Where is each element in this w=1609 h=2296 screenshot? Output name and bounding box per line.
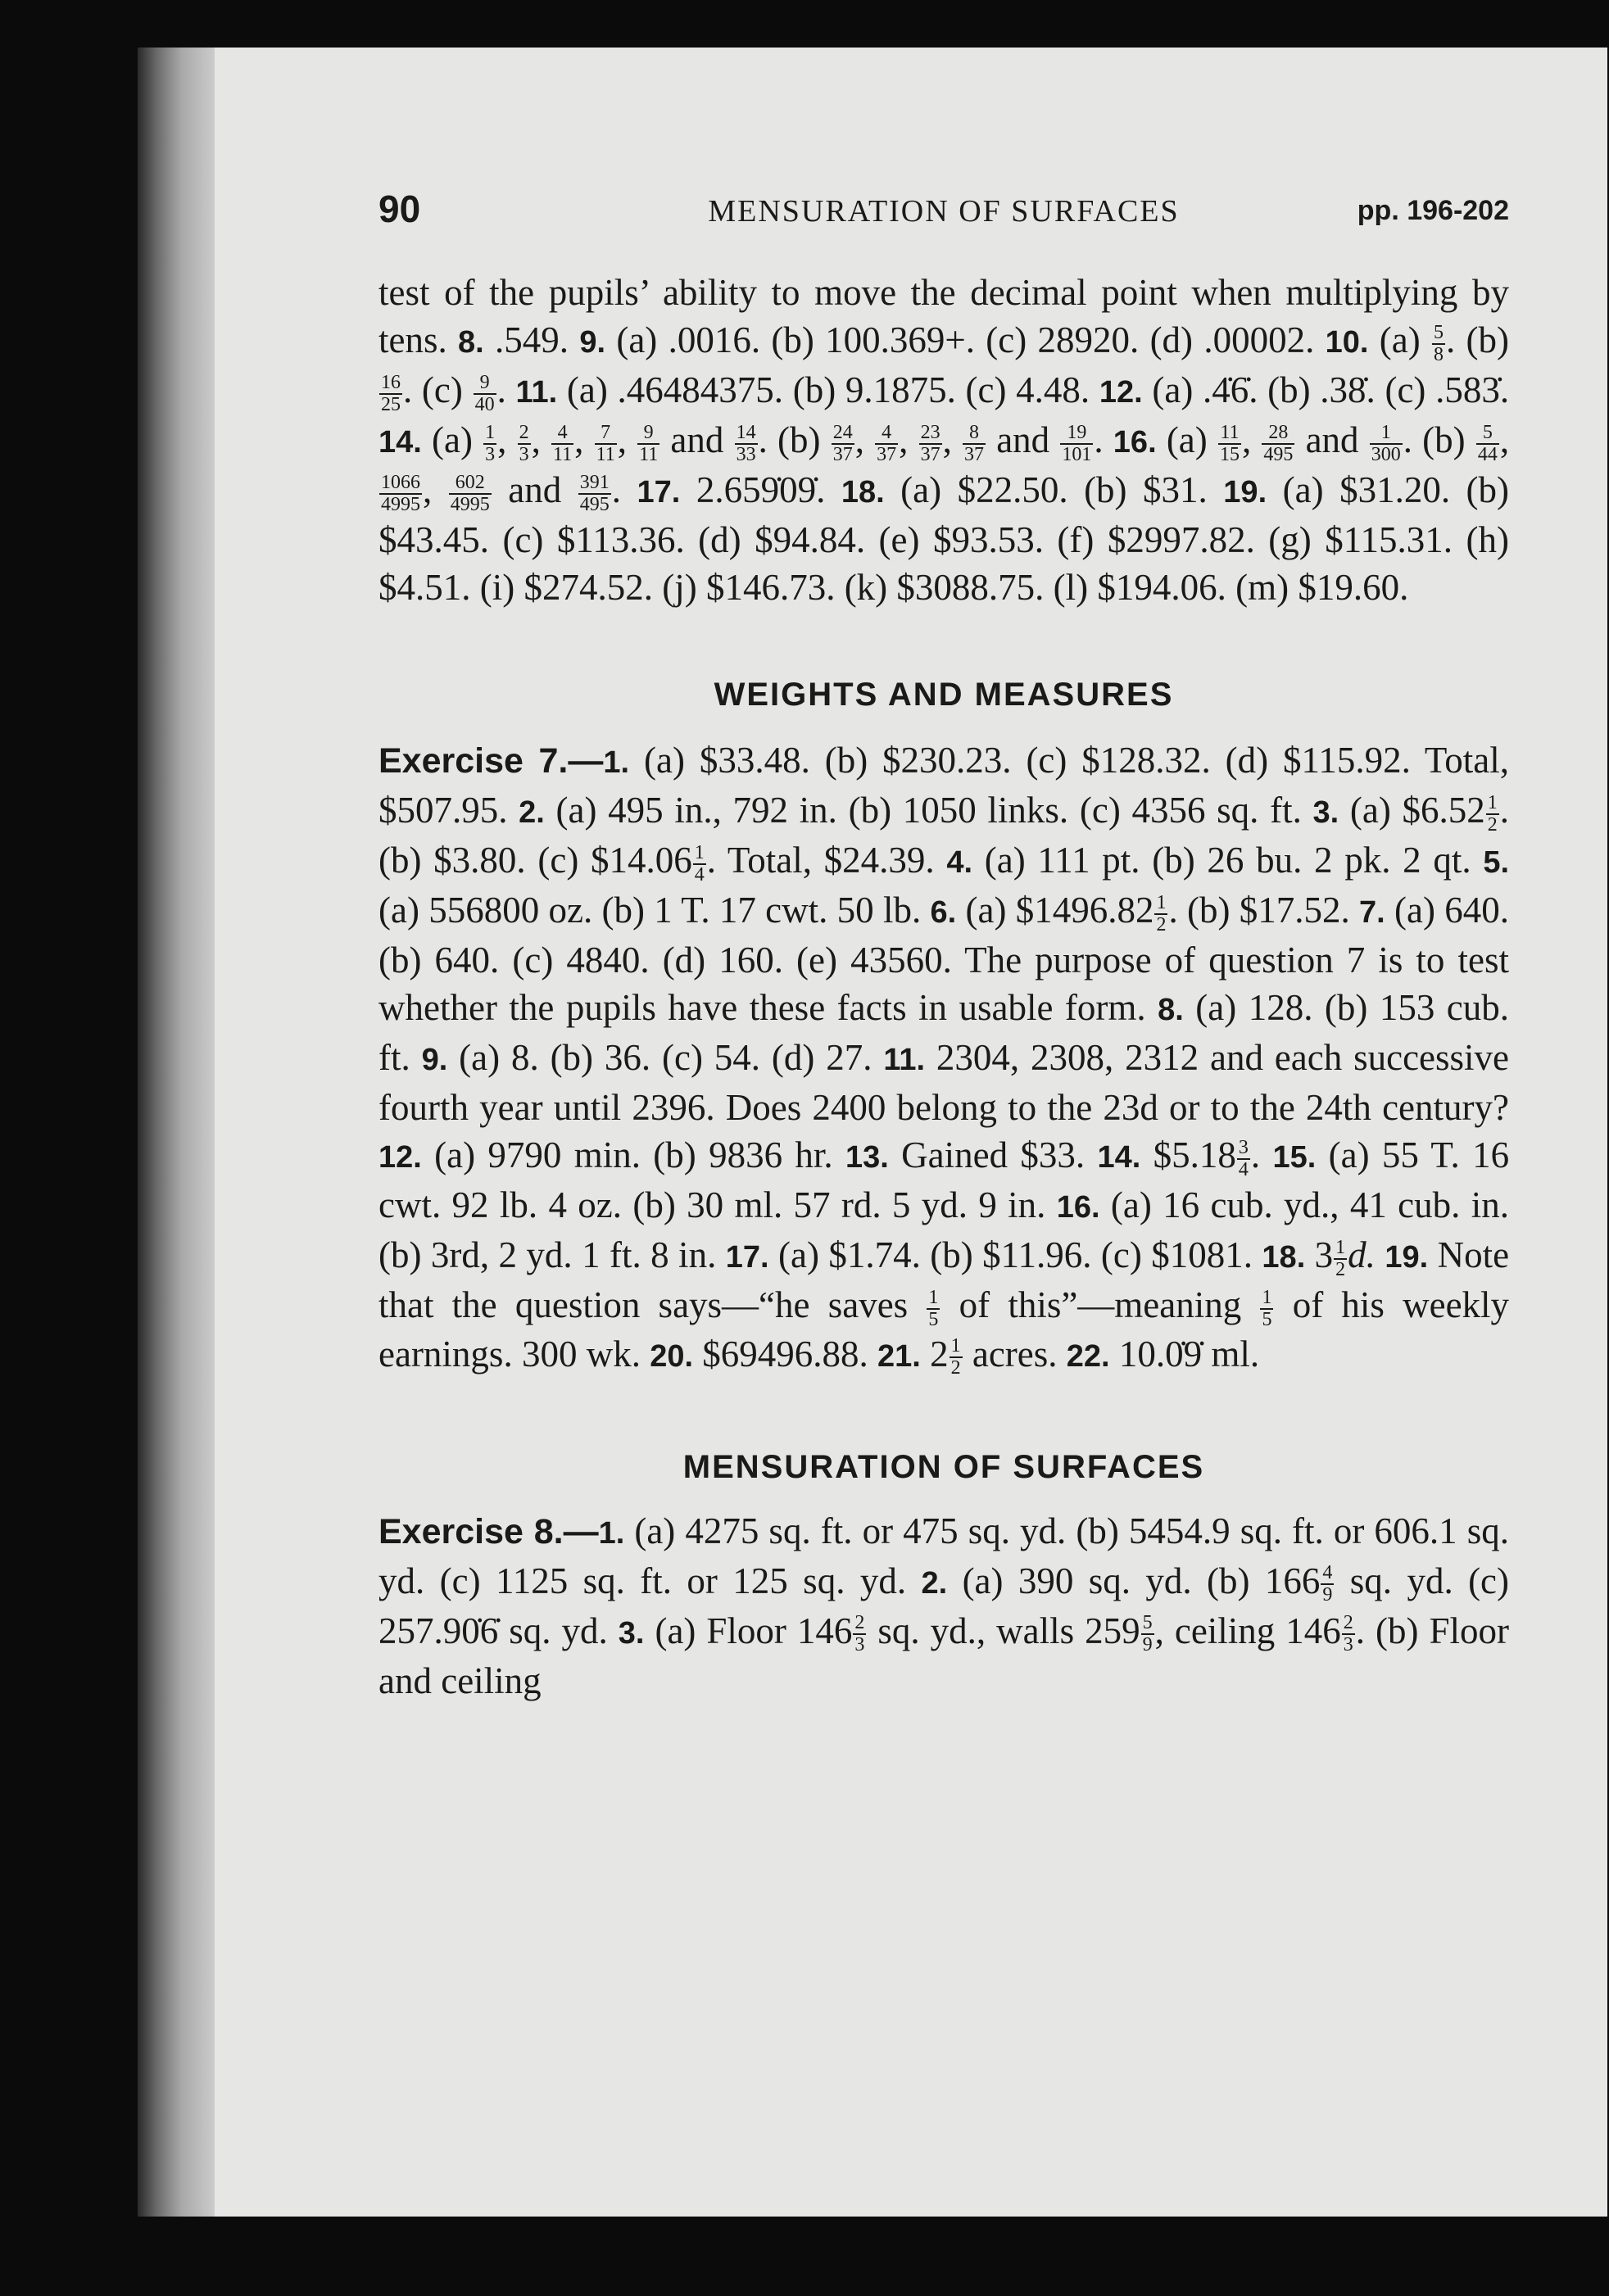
answer-number: 12. [1099, 375, 1143, 410]
answer-number: 12. [378, 1140, 422, 1175]
answer-number: 3. [618, 1615, 645, 1651]
text-run: 2 [930, 1333, 949, 1374]
text-run: (a) [1166, 419, 1208, 460]
answer-number: 13. [845, 1140, 889, 1175]
fraction: $\frac{3}{4}$ [1238, 1136, 1249, 1180]
text-run: Gained $33. [901, 1134, 1086, 1175]
answer-number: 1. [603, 745, 630, 780]
text-run: (a) 8. (b) 36. (c) 54. (d) 27. [459, 1037, 872, 1078]
answer-number: 10. [1325, 325, 1369, 360]
text-run: (a) 640. (b) 640. (c) 4840. (d) 160. (e) 43560. The purpose of question 7 is to test whether the pupils have these facts in usable form. [378, 890, 1509, 1028]
text-run: Note that the question says—“he saves [378, 1234, 1510, 1325]
text-run: , [1499, 419, 1510, 460]
fraction: $\frac{8}{37}$ [964, 421, 984, 465]
text-run: (a) .0016. (b) 100.369+. (c) 28920. (d) .00002. [616, 319, 1315, 360]
text-run: . (b) [758, 419, 821, 460]
fraction: $\frac{2}{3}$ [519, 421, 529, 465]
text-run: 3 [1314, 1234, 1334, 1275]
text-run: , [617, 419, 627, 460]
text-run: of his weekly earnings. 300 wk. [378, 1284, 1510, 1374]
text-run: , [854, 419, 864, 460]
section-heading-mensuration-of-surfaces: MENSURATION OF SURFACES [682, 1448, 1205, 1485]
text-run: $5.18 [1153, 1134, 1236, 1175]
text-run: (a) 495 in., 792 in. (b) 1050 links. (c) 4356 sq. ft. [555, 790, 1302, 831]
fraction: $\frac{11}{15}$ [1219, 421, 1240, 465]
answer-number: 19. [1385, 1240, 1429, 1275]
text-run: . Total, $24.39. [706, 840, 935, 881]
fraction: $\frac{19}{101}$ [1062, 421, 1092, 465]
text-run: sq. yd. (c) 257.90̇6̇ sq. yd. [378, 1560, 1510, 1651]
text-run: . [611, 469, 621, 510]
fraction: $\frac{7}{11}$ [596, 421, 615, 465]
answer-number: 2. [921, 1565, 948, 1601]
answer-number: 7. [1359, 895, 1385, 930]
text-run: . (b) Floor and ceiling [378, 1610, 1510, 1701]
text-run: (a) $1496.82 [965, 890, 1154, 931]
text-run: .549. [495, 319, 569, 360]
fraction: $\frac{2}{3}$ [854, 1612, 865, 1656]
text-run: (a) 111 pt. (b) 26 bu. 2 pk. 2 qt. [984, 840, 1471, 881]
text-run: (a) Floor 146 [655, 1610, 853, 1651]
exercise-8-paragraph [378, 1507, 1509, 1705]
text-run: (a) 4275 sq. ft. or 475 sq. yd. (b) 5454.9 sq. ft. or 606.1 sq. yd. (c) 1125 sq. ft. or 125 sq. yd. [378, 1510, 1509, 1601]
text-run: , [899, 419, 909, 460]
answer-number: 9. [579, 325, 606, 360]
page-number: 90 [378, 188, 421, 230]
fraction: $\frac{1}{2}$ [1156, 891, 1167, 935]
answer-number: 4. [946, 845, 973, 880]
book-page [215, 48, 1607, 2217]
answer-number: 11. [883, 1043, 926, 1077]
fraction: $\frac{5}{44}$ [1477, 421, 1498, 465]
answer-number: 17. [725, 1240, 769, 1275]
text-run: of this”—meaning [959, 1284, 1242, 1325]
fraction: $\frac{14}{33}$ [736, 421, 756, 465]
text-run: . (b) [1446, 319, 1510, 360]
text-run: (a) $33.48. (b) $230.23. (c) $128.32. (d) $115.92. Total, $507.95. [378, 740, 1510, 831]
text-run: and [508, 469, 562, 510]
page-range: pp. 196-202 [1357, 195, 1509, 226]
answer-number: 3. [1312, 795, 1339, 830]
text-run: , [497, 419, 507, 460]
text-run: and [996, 419, 1050, 460]
fraction: $\frac{16}{25}$ [381, 371, 401, 415]
fraction: $\frac{4}{9}$ [1322, 1562, 1333, 1606]
text-run: (a) 390 sq. yd. (b) 166 [962, 1560, 1321, 1601]
text-run: (a) [432, 419, 473, 460]
text-run: (a) $22.50. (b) $31. [900, 469, 1208, 510]
text-run: (a) $31.20. (b) $43.45. (c) $113.36. (d) $94.84. (e) $93.53. (f) $2997.82. (g) $115.31. (h) $4.51. (i) $274.52. (j) $146.73. (k) $3088.75. (l) $194.06. (m) $19.60. [378, 469, 1510, 608]
text-run: , [1241, 419, 1252, 460]
answer-number: 8. [1158, 993, 1184, 1027]
text-run: . (b) $17.52. [1168, 890, 1350, 931]
answer-number: 14. [1097, 1140, 1141, 1175]
answer-number: 11. [515, 375, 558, 410]
text-run: (a) [1379, 319, 1421, 360]
book-spine-edge [138, 48, 218, 2217]
text-run: (a) $1.74. (b) $11.96. (c) $1081. [778, 1234, 1253, 1275]
fraction: $\frac{4}{37}$ [877, 421, 897, 465]
answer-number: 14. [378, 425, 422, 460]
answer-number: 2. [519, 795, 545, 830]
fraction: $\frac{1}{3}$ [485, 421, 496, 465]
text-run: (a) .46484375. (b) 9.1875. (c) 4.48. [566, 369, 1090, 410]
text-run: 2304, 2308, 2312 and each successive fourth year until 2396. Does 2400 belong to the 23d or to the 24th century? [378, 1037, 1510, 1128]
text-run: and [670, 419, 724, 460]
fraction: $\frac{1}{300}$ [1371, 421, 1401, 465]
text-run: , [531, 419, 541, 460]
text-run: (a) .4̇6̇. (b) .38̇. (c) .583̇. [1152, 369, 1510, 410]
text-run: , [574, 419, 584, 460]
text-run: (a) 16 cub. yd., 41 cub. in. (b) 3rd, 2 yd. 1 ft. 8 in. [378, 1184, 1509, 1275]
answer-number: 6. [930, 895, 957, 930]
fraction: $\frac{5}{8}$ [1434, 321, 1444, 365]
page-content [378, 187, 1509, 1705]
fraction: $\frac{24}{37}$ [832, 421, 853, 465]
text-run: test of the pupils’ ability to move the decimal point when multiplying by tens. [378, 272, 1509, 360]
text-run: . (b) $3.80. (c) $14.06 [378, 790, 1509, 881]
text-run: (a) 9790 min. (b) 9836 hr. [434, 1134, 833, 1175]
text-run: 10.0̇9̇ ml. [1118, 1333, 1260, 1374]
text-run: 2.659̇09̇. [696, 469, 826, 510]
exercise-label: Exercise 8.— [378, 1511, 599, 1551]
answer-number: 15. [1272, 1140, 1317, 1175]
fraction: $\frac{9}{40}$ [474, 371, 495, 415]
answer-number: 16. [1056, 1190, 1100, 1225]
text-run: . [1094, 419, 1104, 460]
answer-number: 8. [458, 325, 484, 360]
fraction: $\frac{1}{2}$ [950, 1335, 961, 1379]
text-run: . (c) [403, 369, 463, 410]
fraction: $\frac{28}{495}$ [1263, 421, 1294, 465]
fraction: $\frac{4}{11}$ [553, 421, 573, 465]
text-run: . (b) [1403, 419, 1466, 460]
text-run: . [1250, 1134, 1261, 1175]
fraction: $\frac{23}{37}$ [920, 421, 940, 465]
fraction: $\frac{1066}{4995}$ [381, 471, 420, 515]
text-run: and [1305, 419, 1359, 460]
text-run: , ceiling 146 [1154, 1610, 1341, 1651]
fraction: $\frac{5}{9}$ [1142, 1612, 1153, 1656]
answer-number: 21. [877, 1338, 921, 1374]
fraction: $\frac{1}{2}$ [1487, 791, 1498, 836]
exercise-label: Exercise 7.— [378, 741, 604, 781]
answer-number: 18. [841, 475, 885, 509]
fraction: $\frac{2}{3}$ [1343, 1612, 1353, 1656]
text-run: (a) 556800 oz. (b) 1 T. 17 cwt. 50 lb. [378, 890, 922, 931]
fraction: $\frac{1}{4}$ [694, 841, 705, 885]
answer-number: 17. [637, 475, 681, 509]
exercise-7-paragraph [378, 736, 1509, 1380]
answer-number: 20. [650, 1338, 694, 1374]
answer-number: 16. [1113, 425, 1157, 460]
answer-number: 18. [1262, 1240, 1306, 1275]
text-run: (a) 55 T. 16 cwt. 92 lb. 4 oz. (b) 30 ml. 57 rd. 5 yd. 9 in. [378, 1134, 1510, 1225]
text-run: $69496.88. [702, 1333, 868, 1374]
text-run: d. [1348, 1234, 1376, 1275]
answer-number: 19. [1223, 475, 1267, 509]
text-run: sq. yd., walls 259 [877, 1610, 1140, 1651]
fraction: $\frac{1}{2}$ [1335, 1236, 1346, 1280]
fraction: $\frac{602}{4995}$ [450, 471, 490, 515]
running-head [378, 187, 1509, 236]
answer-number: 1. [598, 1515, 625, 1551]
text-run: , [423, 469, 433, 510]
text-run: (a) 128. (b) 153 cub. ft. [378, 987, 1510, 1078]
text-run: acres. [972, 1333, 1058, 1374]
fraction: $\frac{1}{5}$ [928, 1286, 939, 1330]
fraction: $\frac{1}{5}$ [1262, 1286, 1272, 1330]
fraction: $\frac{9}{11}$ [639, 421, 659, 465]
answers-continued-paragraph [378, 269, 1509, 611]
fraction: $\frac{391}{495}$ [579, 471, 610, 515]
answer-number: 5. [1483, 845, 1510, 880]
answer-number: 22. [1066, 1338, 1110, 1374]
text-run: , [942, 419, 952, 460]
running-title: MENSURATION OF SURFACES [708, 194, 1180, 229]
answer-number: 9. [421, 1043, 448, 1077]
section-heading-weights-and-measures: WEIGHTS AND MEASURES [714, 677, 1174, 713]
text-run: (a) $6.52 [1349, 790, 1485, 831]
text-run: . [496, 369, 506, 410]
